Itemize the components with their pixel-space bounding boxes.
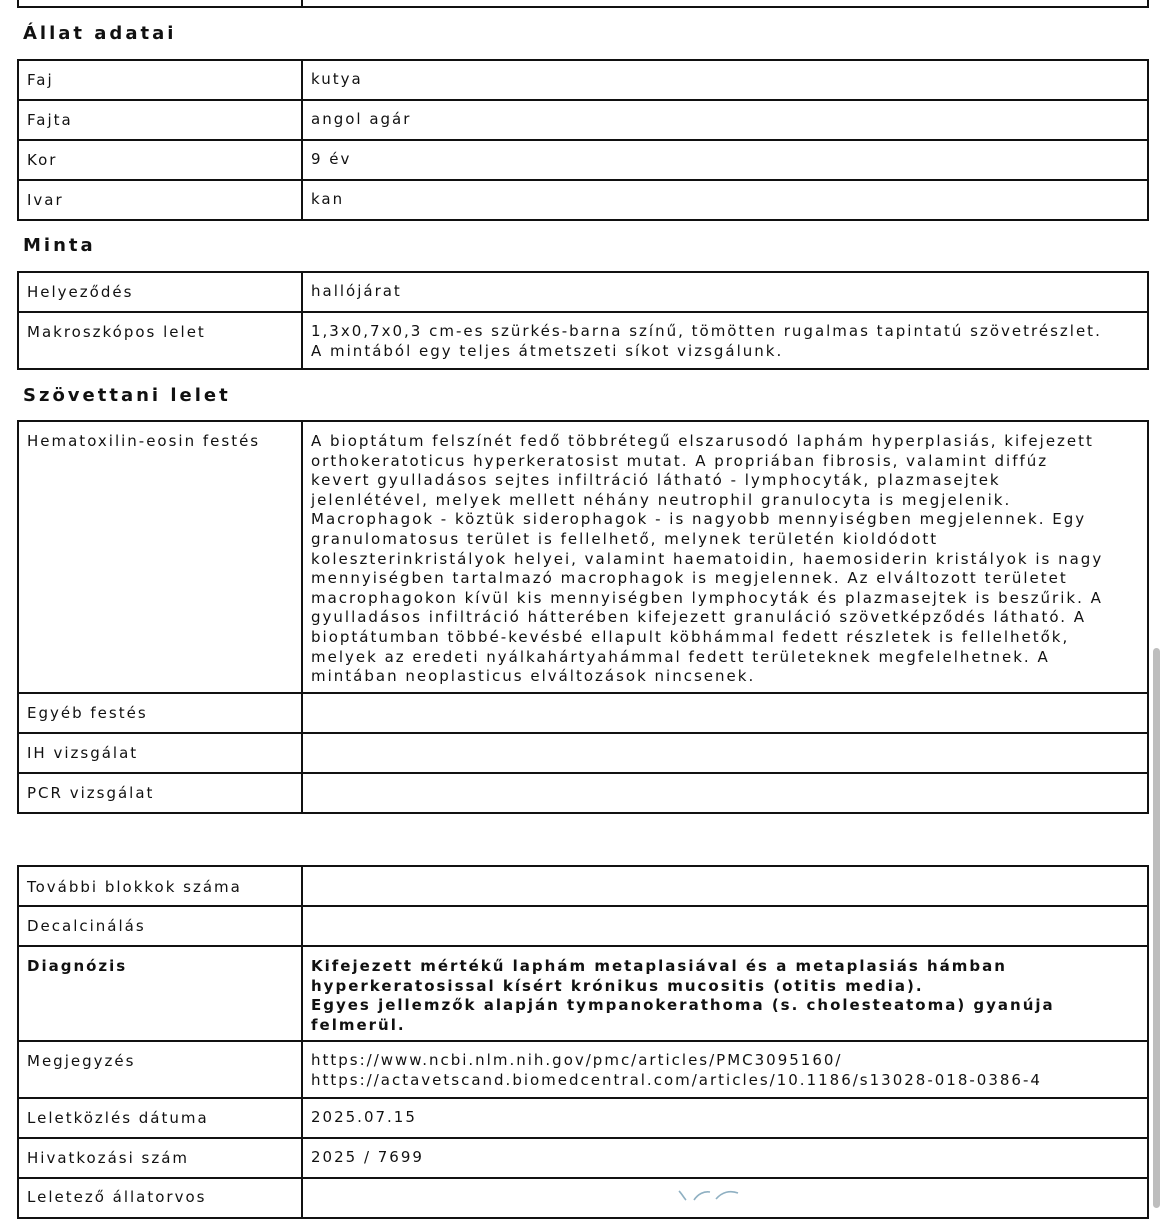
row-label: IH vizsgálat [18,733,302,773]
section-title-minta: Minta [23,235,96,256]
table-row [18,1138,1148,1178]
text-line: Kifejezett mértékű laphám metaplasiával és a metaplasiás hámban [311,957,1007,975]
row-label: Hematoxilin-eosin festés [18,421,302,693]
references-text [302,1041,1148,1098]
text-line: Egyes jellemzők alapján tympanokerathoma (s. cholesteatoma) gyanúja [311,996,1055,1015]
table-row [18,421,1148,693]
text-line: 1,3x0,7x0,3 cm-es szürkés-barna színű, tömötten rugalmas tapintatú szövetrészlet. [311,322,1102,340]
table-row [18,906,1148,946]
diagnosis-label: Diagnózis [18,946,302,1041]
text-line: A bioptátum felszínét fedő többrétegű elszarusodó laphám hyperplasiás, kifejezett [311,432,1094,450]
text-line: gyulladásos infiltráció hátterében kifejezett granuláció szövetképződés látható. A [311,608,1087,627]
text-line: kevert gyulladásos sejtes infiltráció látható - lymphocyták, plazmasejtek [311,471,1001,490]
table-row [18,60,1148,100]
row-label: Egyéb festés [18,693,302,733]
row-value [302,312,1148,369]
text-line: mintában neoplasticus elváltozások nincsenek. [311,667,756,686]
previous-table-remnant [17,0,1149,8]
reference-link[interactable]: https://www.ncbi.nlm.nih.gov/pmc/articles/PMC3095160/ [311,1051,843,1069]
section-title-szovettan: Szövettani lelet [23,385,231,406]
szovettan-table [17,420,1149,814]
text-line: orthokeratoticus hyperkeratosist mutat. A propriában fibrosis, valamint diffúz [311,451,1049,470]
previous-label-cell [18,0,302,7]
table-row [18,180,1148,220]
row-value [302,693,1148,733]
row-label: PCR vizsgálat [18,773,302,813]
text-line: bioptátumban többé-kevésbé ellapult köbhámmal fedett részletek is fellelhetők, [311,627,1070,646]
previous-value-cell [302,0,1148,7]
text-line: macrophagokon kívül kis mennyiségben lymphocyták és plazmasejtek is beszűrik. A [311,588,1103,607]
row-value: hallójárat [302,272,1148,312]
row-label: Ivar [18,180,302,220]
row-label: Fajta [18,100,302,140]
reference-link[interactable]: https://actavetscand.biomedcentral.com/articles/10.1186/s13028-018-0386-4 [311,1070,1042,1089]
text-line: hyperkeratosissal kísért krónikus mucositis (otitis media). [311,976,924,995]
row-label: Leletező állatorvos [18,1178,302,1218]
row-value: 2025 / 7699 [302,1138,1148,1178]
text-line: A mintából egy teljes átmetszeti síkot vizsgálunk. [311,341,784,360]
minta-table [17,271,1149,370]
row-value [302,773,1148,813]
table-row [18,312,1148,369]
table-row [18,100,1148,140]
table-row [18,733,1148,773]
row-label: Helyeződés [18,272,302,312]
table-row [18,1041,1148,1098]
section-title-allat: Állat adatai [23,23,177,44]
text-line: granulomatosus terület is fellelhető, melynek területén kioldódott [311,529,939,548]
table-row [18,1178,1148,1218]
row-label: Leletközlés dátuma [18,1098,302,1138]
allat-table [17,59,1149,221]
text-line: koleszterinkristályok helyei, valamint haematoidin, haemosiderin kristályok is nagy [311,549,1104,568]
row-value: angol agár [302,100,1148,140]
row-label: Megjegyzés [18,1041,302,1098]
text-line: mennyiségben tartalmazó macrophagok is megjelennek. Az elváltozott területet [311,569,1068,588]
zaras-table [17,865,1149,1219]
vertical-scrollbar[interactable] [1153,648,1160,1208]
row-value: kan [302,180,1148,220]
table-row [18,946,1148,1041]
row-label: Faj [18,60,302,100]
table-row [18,866,1148,906]
row-label: Decalcinálás [18,906,302,946]
text-line: Macrophagok - köztük siderophagok - is nagyobb mennyiségben megjelennek. Egy [311,510,1087,529]
text-line: felmerül. [311,1015,406,1034]
row-label: Kor [18,140,302,180]
table-row [18,693,1148,733]
row-value: 9 év [302,140,1148,180]
row-value: 2025.07.15 [302,1098,1148,1138]
table-row [18,140,1148,180]
row-value [302,906,1148,946]
handwritten-signature-icon [676,1188,766,1201]
table-row [18,1098,1148,1138]
table-row [18,272,1148,312]
row-value: kutya [302,60,1148,100]
row-label: További blokkok száma [18,866,302,906]
text-line: jelenlétével, melyek mellett néhány neutrophil granulocyta is megjelenik. [311,490,1012,509]
row-value [302,866,1148,906]
diagnosis-text [302,946,1148,1041]
text-line: melyek az eredeti nyálkahártyahámmal fedett területeknek megfelelhetnek. A [311,647,1050,666]
row-value [302,733,1148,773]
he-findings-text [302,421,1148,693]
row-label: Hivatkozási szám [18,1138,302,1178]
table-row [18,773,1148,813]
row-label: Makroszkópos lelet [18,312,302,369]
